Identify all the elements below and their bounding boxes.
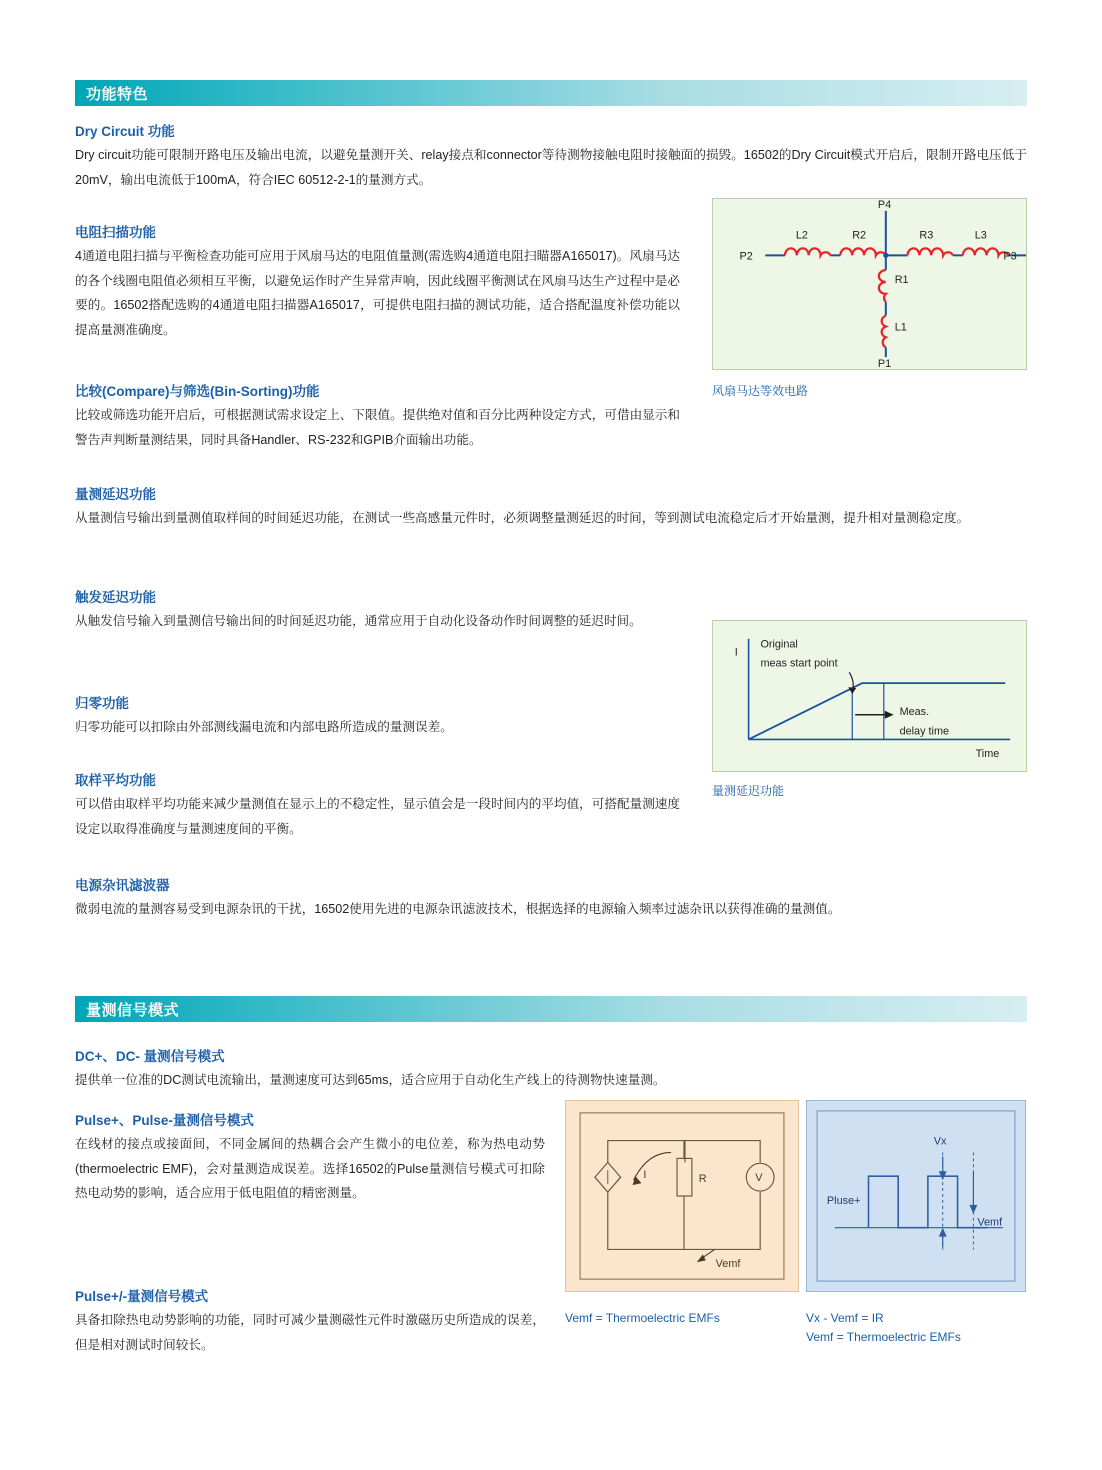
section-header-features: [75, 80, 1027, 106]
delay-label-original: Original: [760, 638, 798, 651]
mode-head-pulse-pm: Pulse+/-量测信号模式: [75, 1289, 209, 1304]
fan-label-p1: P1: [877, 358, 892, 369]
figure-fan-motor-caption: 风扇马达等效电路: [712, 384, 809, 398]
feature-body-measure-delay: 从量测信号输出到量测值取样间的时间延迟功能，在测试一些高感量元件时，必须调整量测延迟的时间，等到测试电流稳定后才开始量测，提升相对量测稳定度。: [75, 511, 970, 525]
pulse1-label-v: V: [755, 1172, 763, 1185]
pulse2-label-pulse: Pluse+: [826, 1194, 861, 1207]
fan-label-r1: R1: [894, 274, 909, 287]
fan-label-l2: L2: [795, 229, 808, 242]
pulse-waveform-caption-line2: Vemf = Thermoelectric EMFs: [806, 1330, 961, 1345]
fan-label-r3: R3: [919, 229, 934, 242]
feature-body-resistance-scan: 4通道电阻扫描与平衡检查功能可应用于风扇马达的电阻值量测(需选购4通道电阻扫瞄器A165017)。风扇马达的各个线圈电阻值必须相互平衡，以避免运作时产生异常声响，因此线圈平衡测试在风扇马达生产过程中是必要的。16502搭配选购的4通道电阻扫描器A165017，可提供电阻扫描的测试功能，适合搭配温度补偿功能以提高量测准确度。: [75, 249, 680, 337]
pulse-waveform-caption-line1: Vx - Vemf = IR: [806, 1311, 884, 1325]
pulse1-label-vemf: Vemf: [715, 1258, 741, 1271]
feature-head-dry-circuit: Dry Circuit 功能: [75, 124, 175, 139]
figure-fan-motor-circuit: [712, 198, 1027, 370]
mode-head-dc: DC+、DC- 量测信号模式: [75, 1049, 225, 1064]
figure-pulse-waveform-caption: [806, 1309, 961, 1347]
feature-body-trigger-delay: 从触发信号输入到量测信号输出间的时间延迟功能，通常应用于自动化设备动作时间调整的延迟时间。: [75, 614, 642, 628]
feature-head-measure-delay: 量测延迟功能: [75, 487, 156, 502]
section-header-signal-modes: [75, 996, 1027, 1022]
delay-label-delay-time: delay time: [899, 725, 950, 738]
feature-body-dry-circuit: Dry circuit功能可限制开路电压及输出电流，以避免量测开关、relay接点和connector等待测物接触电阻时接触面的损毁。16502的Dry Circuit模式开启后，限制开路电压低于20mV，输出电流低于100mA，符合IEC 60512-2-1的量测方式。: [75, 148, 1027, 187]
feature-head-compare-bin: 比较(Compare)与筛选(Bin-Sorting)功能: [75, 384, 320, 399]
figure-pulse-circuit-caption: Vemf = Thermoelectric EMFs: [565, 1311, 720, 1325]
delay-label-meas-start: meas start point: [760, 657, 838, 670]
feature-body-sample-average: 可以借由取样平均功能来减少量测值在显示上的不稳定性，显示值会是一段时间内的平均值，可搭配量测速度设定以取得准确度与量测速度间的平衡。: [75, 797, 680, 836]
mode-body-dc: 提供单一位准的DC测试电流输出，量测速度可达到65ms，适合应用于自动化生产线上的待测物快速量测。: [75, 1073, 666, 1087]
feature-head-zeroing: 归零功能: [75, 696, 129, 711]
figure-measure-delay: [712, 620, 1027, 772]
pulse2-label-vx: Vx: [933, 1135, 947, 1148]
fan-label-r2: R2: [852, 229, 867, 242]
feature-head-trigger-delay: 触发延迟功能: [75, 590, 156, 605]
feature-body-line-filter: 微弱电流的量测容易受到电源杂讯的干扰，16502使用先进的电源杂讯滤波技术，根据选择的电源输入频率过滤杂讯以获得准确的量测值。: [75, 902, 841, 916]
figure-pulse-circuit: [565, 1100, 799, 1292]
section-title-2: 量测信号模式: [86, 1001, 180, 1019]
feature-body-compare-bin: 比较或筛选功能开启后，可根据测试需求设定上、下限值。提供绝对值和百分比两种设定方式，可借由显示和警告声判断量测结果，同时具备Handler、RS-232和GPIB介面输出功能。: [75, 408, 680, 447]
mode-body-pulse: 在线材的接点或接面间，不同金属间的热耦合会产生微小的电位差，称为热电动势(thermoelectric EMF)，会对量测造成误差。选择16502的Pulse量测信号模式可扣除热电动势的影响，适合应用于低电阻值的精密测量。: [75, 1137, 545, 1201]
figure-pulse-waveform: [806, 1100, 1026, 1292]
pulse1-label-i: I: [643, 1169, 647, 1182]
fan-label-p4: P4: [877, 199, 892, 211]
feature-body-zeroing: 归零功能可以扣除由外部测线漏电流和内部电路所造成的量测误差。: [75, 720, 453, 734]
mode-body-pulse-pm: 具备扣除热电动势影响的功能，同时可减少量测磁性元件时激磁历史所造成的误差，但是相对测试时间较长。: [75, 1313, 545, 1352]
figure-measure-delay-caption: 量测延迟功能: [712, 784, 785, 798]
fan-label-l1: L1: [894, 321, 907, 334]
delay-label-time: Time: [975, 748, 1000, 761]
feature-head-sample-average: 取样平均功能: [75, 773, 156, 788]
mode-head-pulse: Pulse+、Pulse-量测信号模式: [75, 1113, 254, 1128]
fan-label-l3: L3: [974, 229, 987, 242]
delay-label-i: I: [734, 646, 738, 659]
feature-head-line-filter: 电源杂讯滤波器: [75, 878, 170, 893]
delay-label-meas: Meas.: [899, 705, 930, 718]
pulse2-label-vemf: Vemf: [977, 1216, 1003, 1229]
fan-label-p3: P3: [1003, 250, 1017, 263]
section-title: 功能特色: [86, 85, 149, 103]
feature-head-resistance-scan: 电阻扫描功能: [75, 225, 156, 240]
fan-label-p2: P2: [739, 250, 753, 263]
pulse1-label-r: R: [698, 1173, 707, 1186]
